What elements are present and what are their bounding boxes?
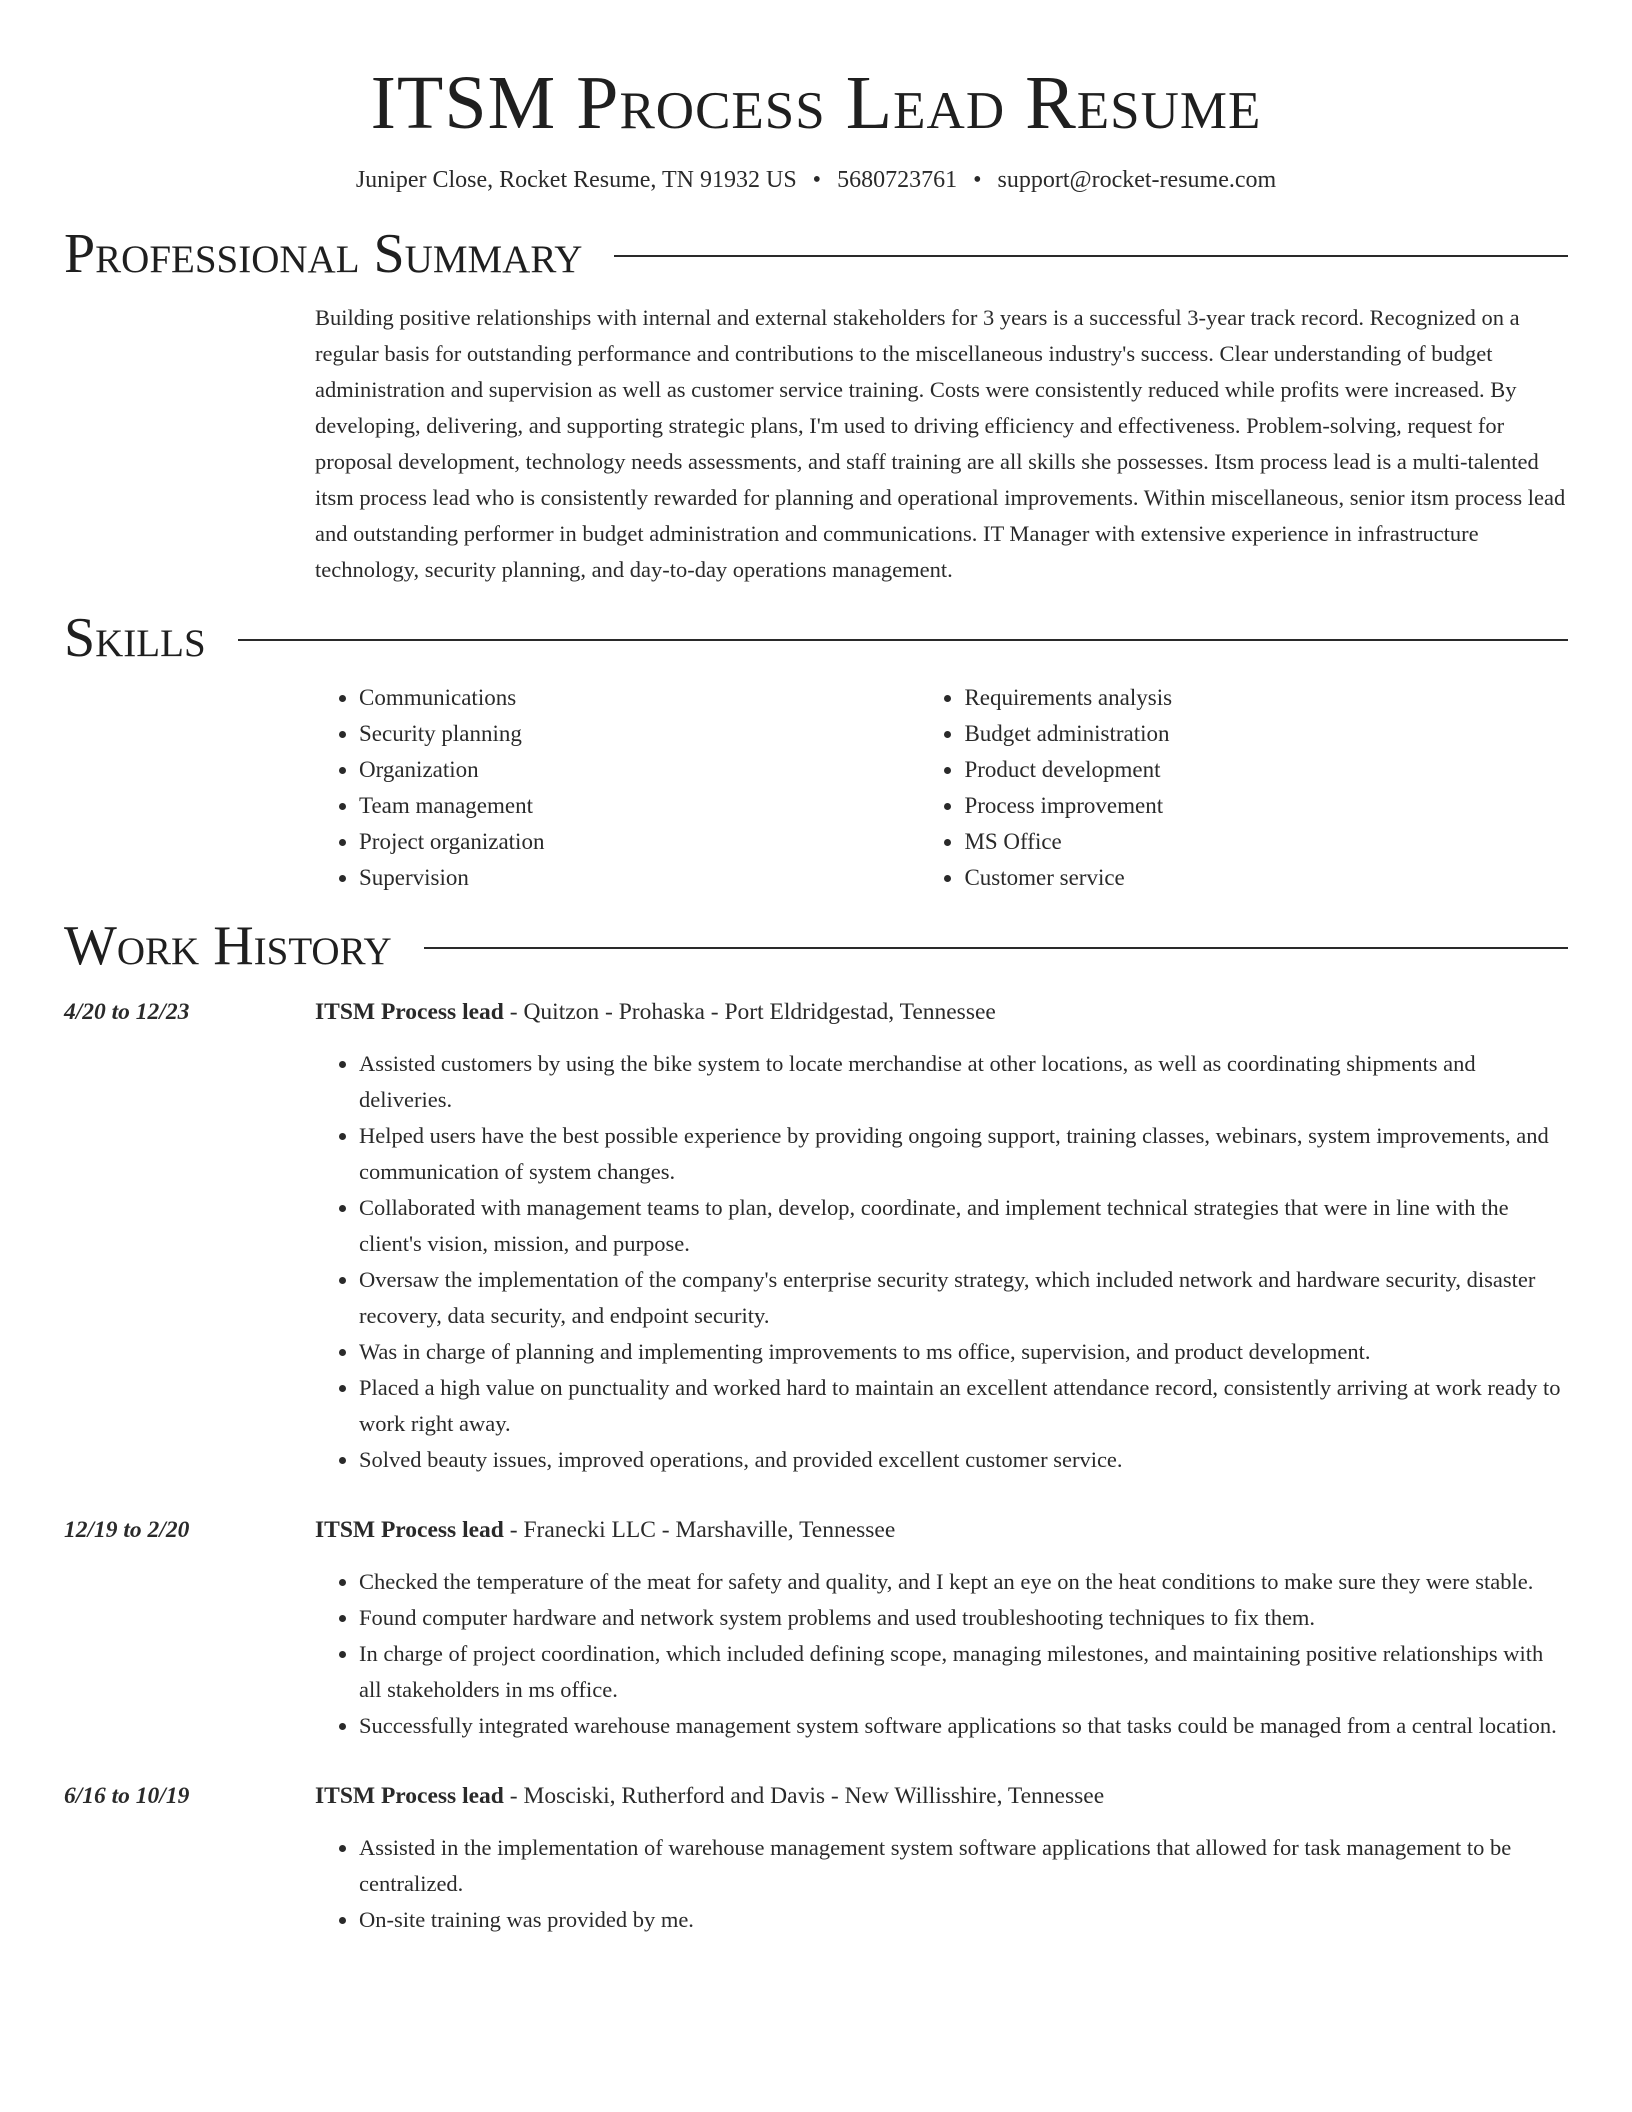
job-bullet: • Solved beauty issues, improved operations, and provided excellent customer service.: [359, 1442, 1568, 1478]
job-header: [64, 1778, 1568, 1814]
section-skills-header: [64, 604, 1568, 672]
job-bullet: • Assisted in the implementation of warehouse management system software applications that allowed for task management to be centralized.: [359, 1830, 1568, 1902]
contact-address: Juniper Close, Rocket Resume, TN 91932 US: [355, 167, 797, 193]
section-divider: [614, 255, 1568, 257]
section-heading: Skills: [64, 607, 206, 669]
job-entry: [64, 1512, 1568, 1744]
job-bullets: [315, 1564, 1568, 1744]
skill-item: • Communications: [359, 680, 920, 716]
skill-item: • Organization: [359, 752, 920, 788]
job-dates: 6/16 to 10/19: [64, 1783, 190, 1809]
skill-item: • MS Office: [964, 824, 1568, 860]
job-dates: 12/19 to 2/20: [64, 1517, 190, 1543]
job-heading: [315, 994, 996, 1030]
job-title: ITSM Process lead: [315, 1783, 504, 1809]
skill-item: • Team management: [359, 788, 920, 824]
skill-item: • Customer service: [964, 860, 1568, 896]
job-title: ITSM Process lead: [315, 999, 504, 1025]
contact-email: support@rocket-resume.com: [997, 167, 1277, 193]
skill-item: • Security planning: [359, 716, 920, 752]
section-summary-header: [64, 220, 1568, 288]
job-bullet: • Collaborated with management teams to plan, develop, coordinate, and implement technical strategies that were in line with the client's vision, mission, and purpose.: [359, 1190, 1568, 1262]
contact-phone: 5680723761: [837, 167, 958, 193]
job-employer: - Mosciski, Rutherford and Davis - New Willisshire, Tennessee: [503, 1783, 1105, 1809]
resume-title: ITSM Process Lead Resume: [370, 61, 1262, 145]
job-bullet: • Checked the temperature of the meat for safety and quality, and I kept an eye on the heat conditions to make sure they were stable.: [359, 1564, 1568, 1600]
skill-item: • Process improvement: [964, 788, 1568, 824]
job-entry: [64, 1778, 1568, 1938]
job-employer: - Franecki LLC - Marshaville, Tennessee: [503, 1517, 896, 1543]
skill-item: • Budget administration: [964, 716, 1568, 752]
skill-item: • Product development: [964, 752, 1568, 788]
job-heading: [315, 1512, 895, 1548]
job-bullet: • Helped users have the best possible experience by providing ongoing support, training classes, webinars, system improvements, and communication of system changes.: [359, 1118, 1568, 1190]
skill-item: • Requirements analysis: [964, 680, 1568, 716]
section-heading: Professional Summary: [64, 223, 583, 285]
job-bullet: • In charge of project coordination, which included defining scope, managing milestones, and maintaining positive relationships with all stakeholders in ms office.: [359, 1636, 1568, 1708]
contact-line: [64, 164, 1568, 196]
separator-dot: •: [973, 167, 982, 193]
job-bullet: • Found computer hardware and network system problems and used troubleshooting techniques to fix them.: [359, 1600, 1568, 1636]
job-dates: 4/20 to 12/23: [64, 999, 190, 1025]
skills-column-right: [920, 680, 1568, 896]
job-header: [64, 1512, 1568, 1548]
skills-column-left: [315, 680, 920, 896]
skills-list: [315, 680, 1568, 896]
job-bullet: • On-site training was provided by me.: [359, 1902, 1568, 1938]
job-bullet: • Assisted customers by using the bike system to locate merchandise at other locations, as well as coordinating shipments and deliveries.: [359, 1046, 1568, 1118]
summary-text: Building positive relationships with internal and external stakeholders for 3 years is a successful 3-year track record. Recognized on a regular basis for outstanding performance and contributions to the miscellaneous industry's success. Clear understanding of budget administration and supervision as well as customer service training. Costs were consistently reduced while profits were increased. By developing, delivering, and supporting strategic plans, I'm used to driving efficiency and effectiveness. Problem-solving, request for proposal development, technology needs assessments, and staff training are all skills she possesses. Itsm process lead is a multi-talented itsm process lead who is consistently rewarded for planning and operational improvements. Within miscellaneous, senior itsm process lead and outstanding performer in budget administration and communications. IT Manager with extensive experience in infrastructure technology, security planning, and day-to-day operations management.: [315, 305, 1566, 582]
skill-item: • Supervision: [359, 860, 920, 896]
job-bullet: • Placed a high value on punctuality and worked hard to maintain an excellent attendance record, consistently arriving at work ready to work right away.: [359, 1370, 1568, 1442]
job-entry: [64, 994, 1568, 1478]
job-bullets: [315, 1046, 1568, 1478]
separator-dot: •: [812, 167, 822, 193]
job-bullet: • Was in charge of planning and implementing improvements to ms office, supervision, and product development.: [359, 1334, 1568, 1370]
skill-item: • Project organization: [359, 824, 920, 860]
job-bullets: [315, 1830, 1568, 1938]
job-bullet: • Successfully integrated warehouse management system software applications so that tasks could be managed from a central location.: [359, 1708, 1568, 1744]
resume-page: [64, 0, 1568, 1938]
job-employer: - Quitzon - Prohaska - Port Eldridgestad, Tennessee: [503, 999, 996, 1025]
section-divider: [424, 947, 1568, 949]
section-heading: Work History: [64, 915, 392, 977]
job-header: [64, 994, 1568, 1030]
job-title: ITSM Process lead: [315, 1517, 504, 1543]
section-divider: [238, 639, 1568, 641]
job-bullet: • Oversaw the implementation of the company's enterprise security strategy, which included network and hardware security, disaster recovery, data security, and endpoint security.: [359, 1262, 1568, 1334]
job-heading: [315, 1778, 1104, 1814]
section-work-header: [64, 912, 1568, 980]
